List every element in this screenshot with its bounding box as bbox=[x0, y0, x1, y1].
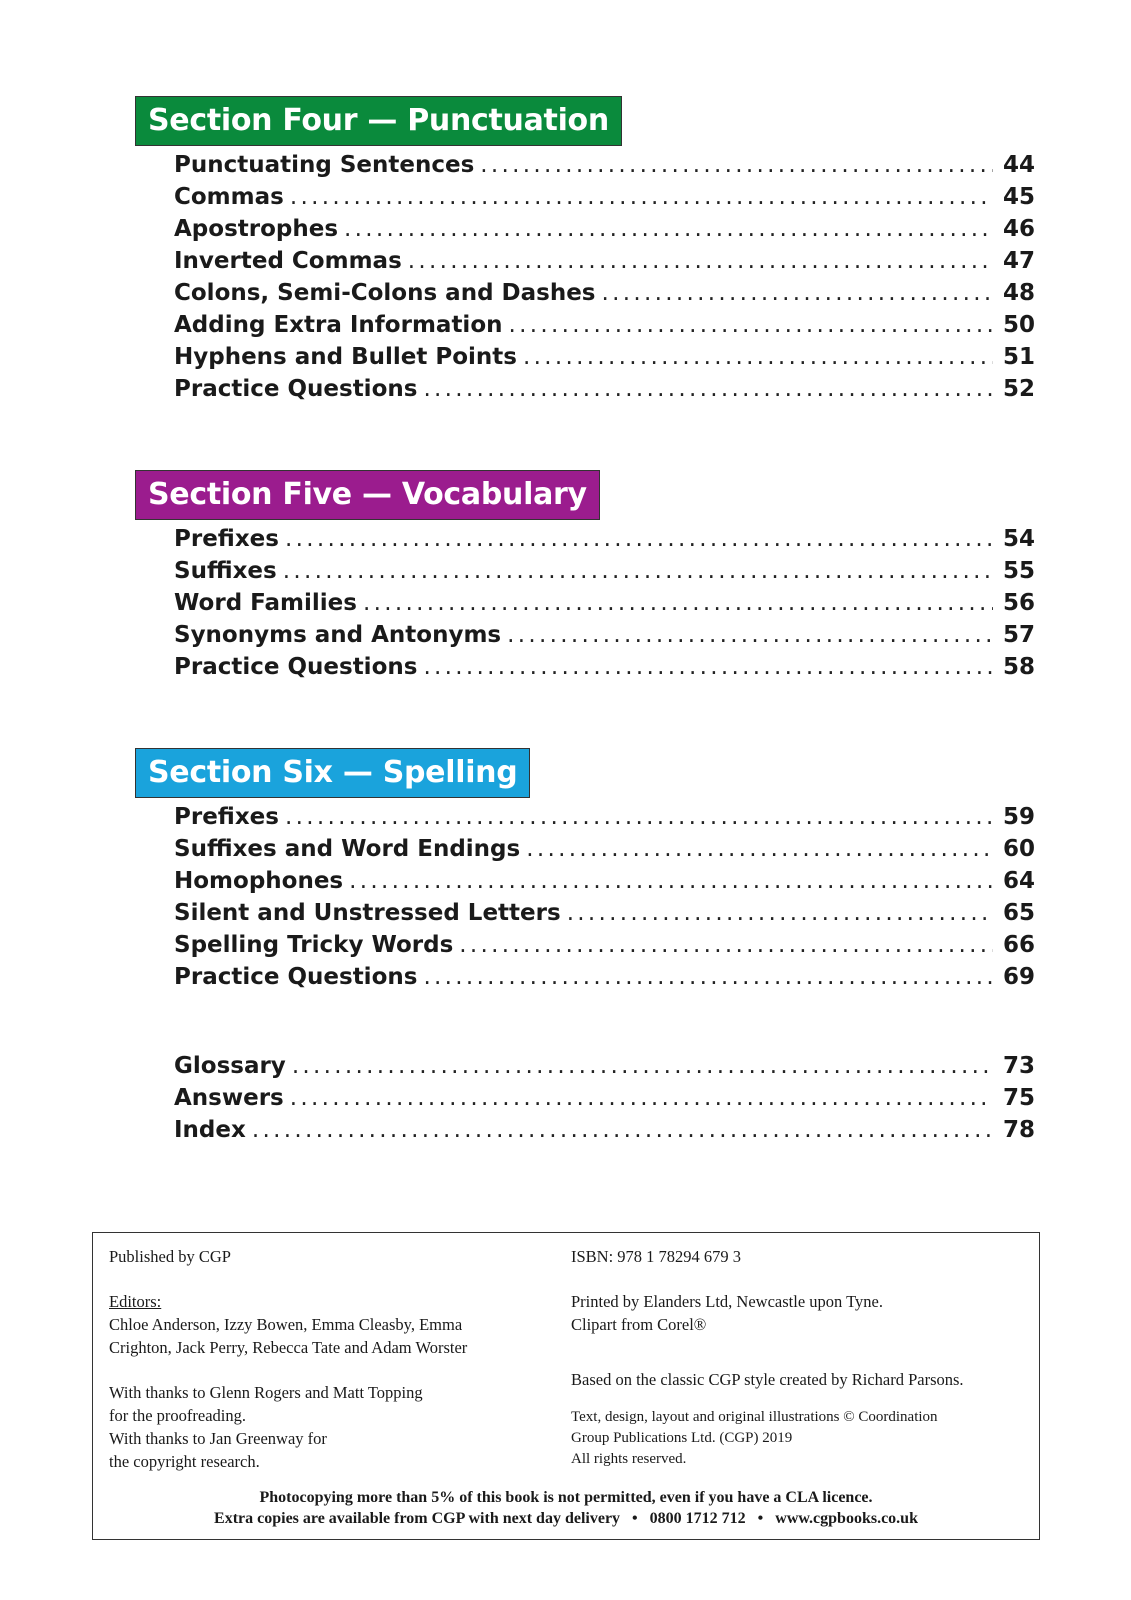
notice-line bbox=[93, 1508, 1039, 1529]
thanks-line: With thanks to Jan Greenway for bbox=[109, 1429, 327, 1448]
copyright-line: Group Publications Ltd. (CGP) 2019 bbox=[571, 1430, 793, 1446]
toc-entry-page: 44 bbox=[1002, 152, 1035, 178]
toc-entry-title: Silent and Unstressed Letters bbox=[174, 900, 561, 926]
leader-dots bbox=[526, 836, 993, 862]
toc-entry-page: 50 bbox=[1002, 312, 1035, 338]
leader-dots bbox=[349, 868, 993, 894]
leader-dots bbox=[423, 376, 993, 402]
toc-entry-title: Word Families bbox=[174, 590, 357, 616]
toc-entry-page: 59 bbox=[1002, 804, 1035, 830]
toc-entry-page: 46 bbox=[1002, 216, 1035, 242]
toc-entry[interactable] bbox=[174, 868, 1035, 900]
notice-extra: Extra copies are available from CGP with next day delivery bbox=[214, 1510, 621, 1527]
toc-entry-title: Practice Questions bbox=[174, 376, 418, 402]
toc-entry-title: Synonyms and Antonyms bbox=[174, 622, 502, 648]
toc-entry-page: 57 bbox=[1002, 622, 1035, 648]
section-six-header: Section Six — Spelling bbox=[135, 748, 530, 798]
toc-entry[interactable] bbox=[174, 932, 1035, 964]
leader-dots bbox=[567, 900, 993, 926]
based-on: Based on the classic CGP style created by Richard Parsons. bbox=[571, 1370, 964, 1389]
leader-dots bbox=[523, 344, 993, 370]
toc-entry-title: Answers bbox=[174, 1085, 284, 1111]
toc-entry[interactable] bbox=[174, 964, 1035, 996]
toc-entry-page: 64 bbox=[1002, 868, 1035, 894]
toc-entry-title: Inverted Commas bbox=[174, 248, 402, 274]
toc-entry-page: 47 bbox=[1002, 248, 1035, 274]
toc-entry-title: Commas bbox=[174, 184, 284, 210]
toc-entry[interactable] bbox=[174, 312, 1035, 344]
toc-entry-page: 69 bbox=[1002, 964, 1035, 990]
toc-entry[interactable] bbox=[174, 1117, 1035, 1149]
toc-entry[interactable] bbox=[174, 1085, 1035, 1117]
leader-dots bbox=[344, 216, 993, 242]
toc-entry-title: Hyphens and Bullet Points bbox=[174, 344, 517, 370]
isbn: ISBN: 978 1 78294 679 3 bbox=[571, 1247, 742, 1266]
toc-entry[interactable] bbox=[174, 184, 1035, 216]
toc-entry[interactable] bbox=[174, 558, 1035, 590]
leader-dots bbox=[285, 804, 993, 830]
toc-entry-title: Practice Questions bbox=[174, 654, 418, 680]
toc-entry[interactable] bbox=[174, 526, 1035, 558]
toc-entry-page: 78 bbox=[1002, 1117, 1035, 1143]
leader-dots bbox=[480, 152, 993, 178]
toc-entry-page: 58 bbox=[1002, 654, 1035, 680]
bullet-icon: • bbox=[632, 1510, 638, 1527]
editors-label: Editors: bbox=[109, 1292, 162, 1311]
toc-entry-title: Spelling Tricky Words bbox=[174, 932, 454, 958]
toc-entry[interactable] bbox=[174, 280, 1035, 312]
published-by: Published by CGP bbox=[109, 1247, 231, 1266]
thanks-line: for the proofreading. bbox=[109, 1406, 246, 1425]
toc-entry-title: Practice Questions bbox=[174, 964, 418, 990]
toc-entry-title: Homophones bbox=[174, 868, 344, 894]
toc-entry-page: 73 bbox=[1002, 1053, 1035, 1079]
toc-entry-page: 66 bbox=[1002, 932, 1035, 958]
back-matter bbox=[135, 1053, 1035, 1149]
section-four-entries bbox=[174, 152, 1035, 408]
printed-by: Printed by Elanders Ltd, Newcastle upon Tyne. bbox=[571, 1292, 883, 1311]
toc-entry-page: 54 bbox=[1002, 526, 1035, 552]
section-six-entries bbox=[174, 804, 1035, 996]
editors-line: Crighton, Jack Perry, Rebecca Tate and Adam Worster bbox=[109, 1338, 468, 1357]
toc-entry[interactable] bbox=[174, 216, 1035, 248]
leader-dots bbox=[423, 964, 993, 990]
section-four bbox=[135, 96, 1035, 408]
notice-line: Photocopying more than 5% of this book is not permitted, even if you have a CLA licence. bbox=[259, 1489, 873, 1506]
bullet-icon: • bbox=[757, 1510, 764, 1527]
thanks-line: With thanks to Glenn Rogers and Matt Topping bbox=[109, 1383, 423, 1402]
notice-web[interactable]: www.cgpbooks.co.uk bbox=[775, 1510, 918, 1527]
leader-dots bbox=[423, 654, 993, 680]
toc-entry-title: Glossary bbox=[174, 1053, 286, 1079]
clipart-credit: Clipart from Corel® bbox=[571, 1315, 707, 1334]
toc-entry-page: 55 bbox=[1002, 558, 1035, 584]
leader-dots bbox=[292, 1053, 993, 1079]
toc-entry-page: 51 bbox=[1002, 344, 1035, 370]
toc-entry[interactable] bbox=[174, 654, 1035, 686]
toc-entry-title: Apostrophes bbox=[174, 216, 339, 242]
toc-entry-title: Suffixes bbox=[174, 558, 277, 584]
leader-dots bbox=[290, 184, 993, 210]
toc-entry[interactable] bbox=[174, 152, 1035, 184]
toc-entry-title: Index bbox=[174, 1117, 246, 1143]
leader-dots bbox=[252, 1117, 993, 1143]
toc-entry-page: 65 bbox=[1002, 900, 1035, 926]
toc-entry[interactable] bbox=[174, 836, 1035, 868]
section-five-entries bbox=[174, 526, 1035, 686]
toc-entry[interactable] bbox=[174, 248, 1035, 280]
leader-dots bbox=[283, 558, 993, 584]
leader-dots bbox=[507, 622, 993, 648]
toc-entry-title: Prefixes bbox=[174, 526, 279, 552]
toc-entry[interactable] bbox=[174, 804, 1035, 836]
toc-entry-title: Suffixes and Word Endings bbox=[174, 836, 521, 862]
leader-dots bbox=[509, 312, 994, 338]
toc-entry-page: 52 bbox=[1002, 376, 1035, 402]
toc-entry[interactable] bbox=[174, 376, 1035, 408]
leader-dots bbox=[602, 280, 993, 306]
leader-dots bbox=[459, 932, 993, 958]
toc-entry[interactable] bbox=[174, 1053, 1035, 1085]
photocopy-notice bbox=[93, 1487, 1039, 1529]
toc-entry-page: 75 bbox=[1002, 1085, 1035, 1111]
toc-entry[interactable] bbox=[174, 900, 1035, 932]
section-five bbox=[135, 470, 1035, 686]
leader-dots bbox=[285, 526, 993, 552]
section-five-header: Section Five — Vocabulary bbox=[135, 470, 600, 520]
leader-dots bbox=[408, 248, 993, 274]
toc-entry-page: 56 bbox=[1002, 590, 1035, 616]
imprint-box bbox=[92, 1232, 1040, 1540]
section-four-header: Section Four — Punctuation bbox=[135, 96, 622, 146]
toc-entry-page: 48 bbox=[1002, 280, 1035, 306]
toc-entry-title: Prefixes bbox=[174, 804, 279, 830]
copyright-line: Text, design, layout and original illustrations © Coordination bbox=[571, 1409, 938, 1425]
toc-entry-title: Punctuating Sentences bbox=[174, 152, 475, 178]
rights-reserved: All rights reserved. bbox=[571, 1451, 687, 1467]
imprint-left-column bbox=[109, 1245, 559, 1473]
back-matter-entries bbox=[174, 1053, 1035, 1149]
toc-entry-title: Adding Extra Information bbox=[174, 312, 503, 338]
toc-entry-title: Colons, Semi-Colons and Dashes bbox=[174, 280, 596, 306]
toc-entry[interactable] bbox=[174, 622, 1035, 654]
thanks-line: the copyright research. bbox=[109, 1452, 260, 1471]
leader-dots bbox=[290, 1085, 993, 1111]
notice-phone: 0800 1712 712 bbox=[649, 1510, 746, 1527]
toc-entry-page: 45 bbox=[1002, 184, 1035, 210]
toc-entry-page: 60 bbox=[1002, 836, 1035, 862]
toc-entry[interactable] bbox=[174, 344, 1035, 376]
leader-dots bbox=[363, 590, 993, 616]
imprint-right-column bbox=[571, 1245, 1031, 1470]
editors-line: Chloe Anderson, Izzy Bowen, Emma Cleasby, Emma bbox=[109, 1315, 463, 1334]
section-six bbox=[135, 748, 1035, 996]
toc-entry[interactable] bbox=[174, 590, 1035, 622]
